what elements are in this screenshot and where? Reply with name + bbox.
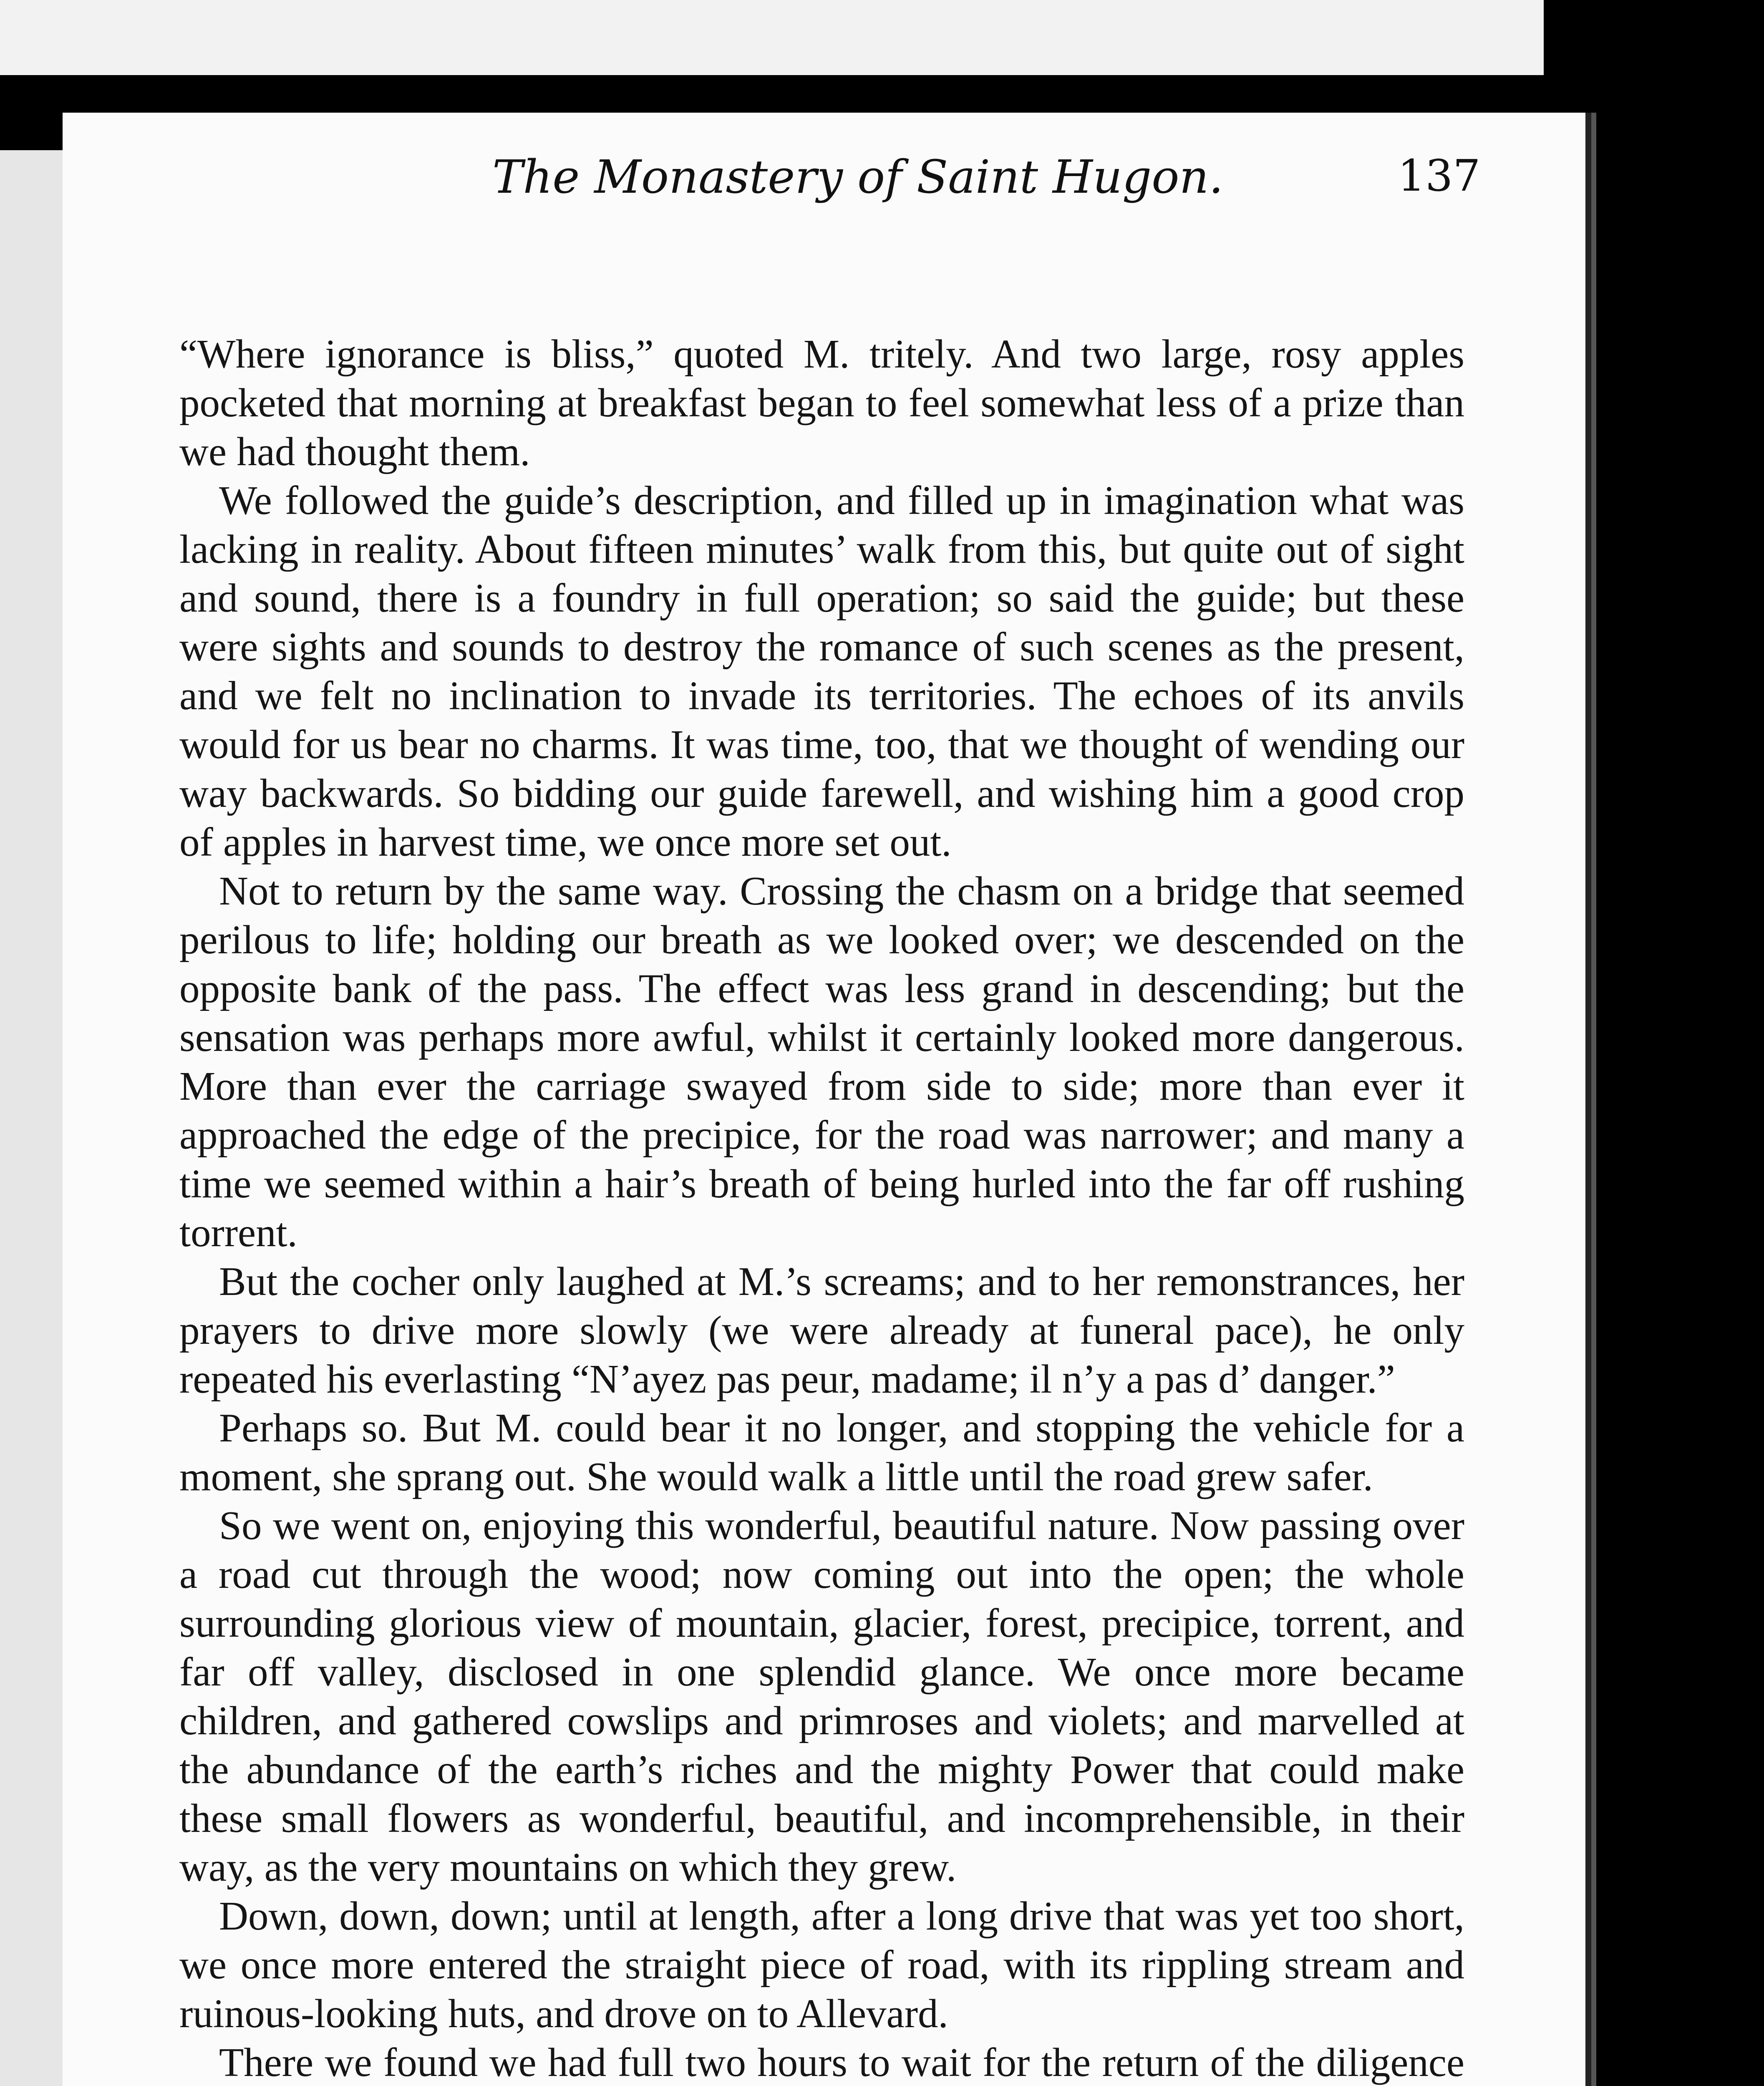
- paragraph: Down, down, down; until at length, after a long drive that was yet too short, we once more entered the straight piece of road, with its rippling stream and ruinous-looking huts, and drove on to Allevard.: [179, 1894, 1464, 2036]
- paragraph: “Where ignorance is bliss,” quoted M. tritely. And two large, rosy apples pocketed that morning at breakfast began to feel somewhat less of a prize than we had thought them.: [179, 332, 1464, 474]
- paragraph: Perhaps so. But M. could bear it no longer, and stopping the vehicle for a moment, she sprang out. She would walk a little until the road grew safer.: [179, 1406, 1464, 1499]
- paragraph: We followed the guide’s description, and filled up in imagination what was lacking in reality. About fifteen minutes’ walk from this, but quite out of sight and sound, there is a foundry in full operation; so said the guide; but these were sights and sounds to destroy the romance of such scenes as the present, and we felt no inclination to invade its territories. The echoes of its anvils would for us bear no charms. It was time, too, that we thought of wending our way backwards. So bidding our guide farewell, and wishing him a good crop of apples in harvest time, we once more set out.: [179, 478, 1464, 864]
- paragraph: Not to return by the same way. Crossing the chasm on a bridge that seemed perilous to life; holding our breath as we looked over; we descended on the opposite bank of the pass. The effect was less grand in descending; but the sensation was perhaps more awful, whilst it certainly looked more dangerous. More than ever the carriage swayed from side to side; more than ever it approached the edge of the precipice, for the road was narrower; and many a time we seemed within a hair’s breath of being hurled into the far off rushing torrent.: [179, 869, 1464, 1255]
- page-number: 137: [1398, 150, 1481, 201]
- paragraph: There we found we had full two hours to wait for the return of the diligence: [219, 2040, 1464, 2085]
- body-text: [179, 330, 1464, 2086]
- previous-page-edge: [0, 0, 1544, 75]
- paragraph: So we went on, enjoying this wonderful, beautiful nature. Now passing over a road cut through the wood; now coming out into the open; the whole surrounding glorious view of mountain, glacier, forest, precipice, torrent, and far off valley, disclosed in one splendid glance. We once more became children, and gathered cowslips and primroses and violets; and marvelled at the abundance of the earth’s riches and the mighty Power that could make these small flowers as wonderful, beautiful, and incomprehensible, in their way, as the very mountains on which they grew.: [179, 1503, 1464, 1889]
- page-stack-edge: [0, 150, 67, 2086]
- paragraph: But the cocher only laughed at M.’s screams; and to her remonstrances, her prayers to drive more slowly (we were already at funeral pace), he only repeated his everlasting “N’ayez pas peur, madame; il n’y a pas d’ danger.”: [179, 1259, 1464, 1401]
- running-head: The Monastery of Saint Hugon.: [492, 150, 1224, 204]
